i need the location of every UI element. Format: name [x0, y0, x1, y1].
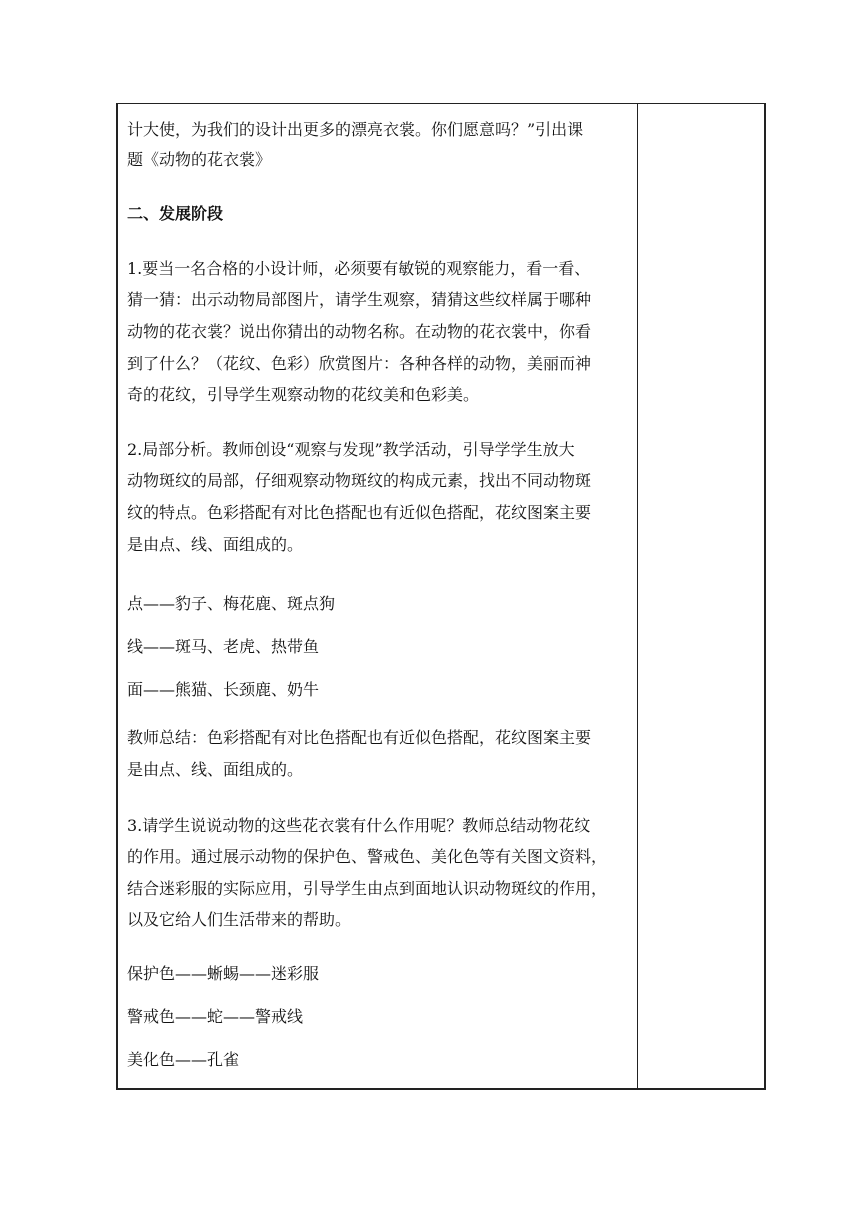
paragraph-line: 2.局部分析。教师创设“观察与发现”教学活动，引导学学生放大 [127, 440, 575, 459]
lesson-plan-table [116, 103, 766, 1090]
paragraph-line: 以及它给人们生活带来的帮助。 [127, 910, 352, 929]
paragraph-line: 奇的花纹，引导学生观察动物的花纹美和色彩美。 [127, 385, 480, 404]
list-item: 美化色——孔雀 [127, 1050, 240, 1069]
paragraph-line: 1.要当一名合格的小设计师，必须要有敏锐的观察能力，看一看、 [127, 259, 591, 278]
paragraph-line: 纹的特点。色彩搭配有对比色搭配也有近似色搭配，花纹图案主要 [127, 503, 592, 522]
notes-cell [641, 104, 764, 1088]
paragraph-line: 3.请学生说说动物的这些花衣裳有什么作用呢？教师总结动物花纹 [127, 816, 591, 835]
list-item: 保护色——蜥蜴——迷彩服 [127, 964, 320, 983]
column-divider [637, 104, 638, 1088]
paragraph-line: 是由点、线、面组成的。 [127, 760, 304, 779]
paragraph-line: 动物的花衣裳？说出你猜出的动物名称。在动物的花衣裳中，你看 [127, 322, 592, 341]
paragraph-line: 到了什么？（花纹、色彩）欣赏图片：各种各样的动物，美丽而神 [127, 354, 592, 373]
list-item: 警戒色——蛇——警戒线 [127, 1007, 304, 1026]
list-item: 线——斑马、老虎、热带鱼 [127, 637, 320, 656]
list-item: 面——熊猫、长颈鹿、奶牛 [127, 680, 320, 699]
paragraph-line: 题《动物的花衣裳》 [127, 150, 272, 169]
list-item: 点——豹子、梅花鹿、斑点狗 [127, 594, 336, 613]
paragraph-line: 教师总结：色彩搭配有对比色搭配也有近似色搭配，花纹图案主要 [127, 728, 592, 747]
section-heading: 二、发展阶段 [127, 204, 224, 223]
paragraph-line: 的作用。通过展示动物的保护色、警戒色、美化色等有关图文资料， [127, 847, 608, 866]
paragraph-line: 结合迷彩服的实际应用，引导学生由点到面地认识动物斑纹的作用， [127, 879, 608, 898]
paragraph-line: 动物斑纹的局部，仔细观察动物斑纹的构成元素，找出不同动物斑 [127, 471, 592, 490]
paragraph-line: 猜一猜：出示动物局部图片，请学生观察，猜猜这些纹样属于哪种 [127, 290, 592, 309]
paragraph-line: 是由点、线、面组成的。 [127, 535, 304, 554]
paragraph-line: 计大使，为我们的设计出更多的漂亮衣裳。你们愿意吗？”引出课 [127, 120, 584, 139]
